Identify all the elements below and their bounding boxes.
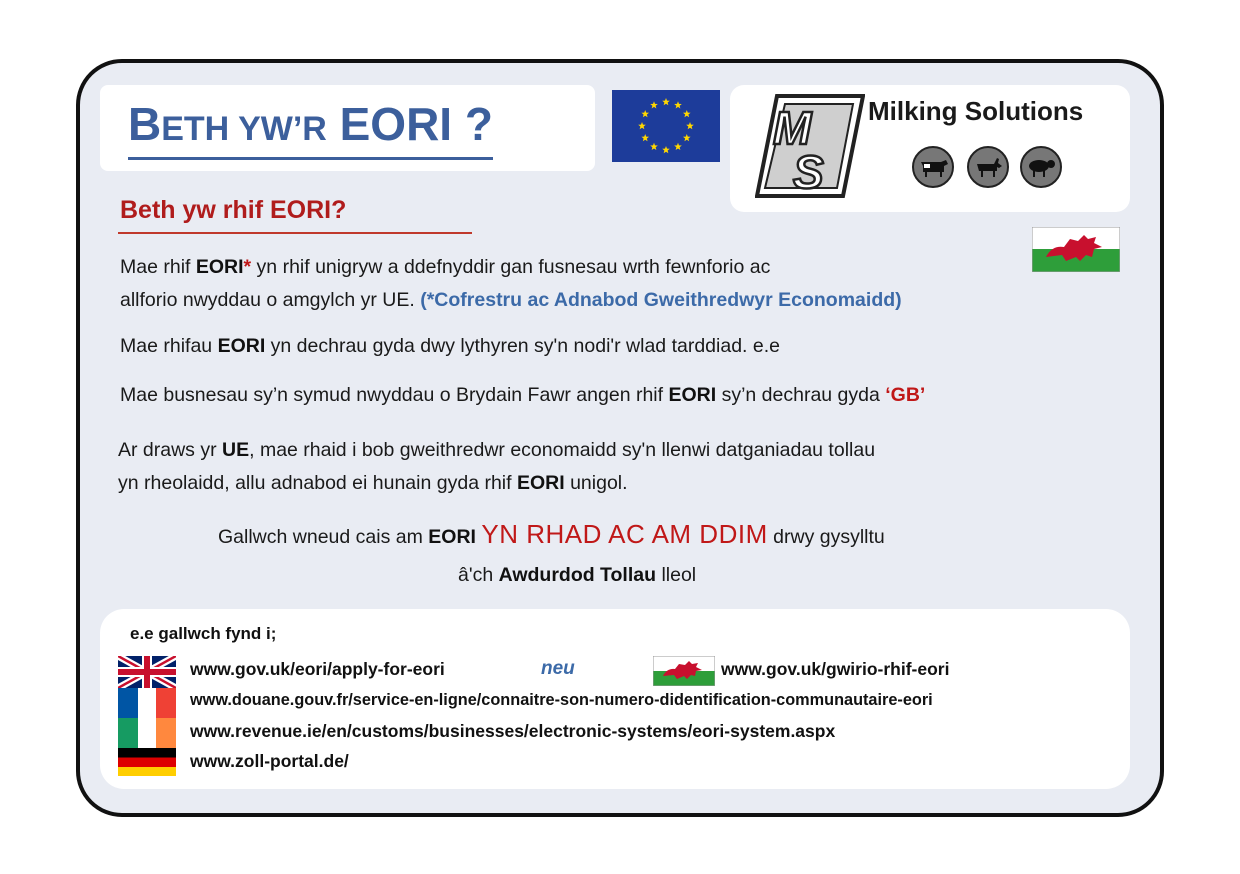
ms-logo-icon bbox=[755, 92, 865, 200]
paragraph-apply-free-line2: â'ch Awdurdod Tollau lleol bbox=[458, 564, 697, 586]
svg-text:S: S bbox=[793, 146, 824, 198]
uk-flag-icon bbox=[118, 656, 176, 688]
link-wales-check[interactable]: www.gov.uk/gwirio-rhif-eori bbox=[721, 659, 950, 679]
ireland-flag-icon bbox=[118, 718, 176, 748]
germany-flag-icon bbox=[118, 748, 176, 776]
or-label: neu bbox=[541, 658, 575, 679]
goat-icon bbox=[967, 146, 1009, 188]
page-title: BETH YW’R EORI ? bbox=[128, 98, 493, 160]
paragraph-eu-requirement-line2: yn rheolaidd, allu adnabod ei hunain gyda rhif EORI unigol. bbox=[118, 472, 628, 494]
link-ireland[interactable]: www.revenue.ie/en/customs/businesses/electronic-systems/eori-system.aspx bbox=[190, 721, 836, 741]
link-germany[interactable]: www.zoll-portal.de/ bbox=[190, 751, 349, 771]
link-france[interactable]: www.douane.gouv.fr/service-en-ligne/connaitre-son-numero-didentification-communautaire-eori bbox=[190, 691, 933, 709]
brand-name: Milking Solutions bbox=[868, 96, 1084, 126]
section-heading: Beth yw rhif EORI? bbox=[120, 196, 347, 224]
link-uk-apply[interactable]: www.gov.uk/eori/apply-for-eori bbox=[190, 659, 445, 679]
svg-text:M: M bbox=[773, 102, 812, 154]
wales-flag-icon bbox=[1032, 227, 1120, 272]
paragraph-country-letters: Mae rhifau EORI yn dechrau gyda dwy lythyren sy'n nodi'r wlad tarddiad. e.e bbox=[120, 335, 780, 357]
paragraph-eori-definition-line2: allforio nwyddau o amgylch yr UE. (*Cofrestru ac Adnabod Gweithredwyr Economaidd) bbox=[120, 289, 902, 311]
sheep-icon bbox=[1020, 146, 1062, 188]
eu-flag-icon bbox=[612, 90, 720, 162]
heading-underline bbox=[118, 232, 472, 234]
paragraph-apply-free: Gallwch wneud cais am EORI YN RHAD AC AM DDIM drwy gysylltu bbox=[218, 519, 885, 549]
paragraph-gb-prefix: Mae busnesau sy’n symud nwyddau o Brydain Fawr angen rhif EORI sy’n dechrau gyda ‘GB’ bbox=[120, 384, 926, 406]
links-intro: e.e gallwch fynd i; bbox=[130, 624, 277, 643]
france-flag-icon bbox=[118, 688, 176, 718]
wales-flag-small-icon bbox=[653, 656, 715, 686]
cow-icon bbox=[912, 146, 954, 188]
paragraph-eu-requirement: Ar draws yr UE, mae rhaid i bob gweithredwr economaidd sy'n llenwi datganiadau tollau bbox=[118, 439, 876, 461]
paragraph-eori-definition: Mae rhif EORI* yn rhif unigryw a ddefnyddir gan fusnesau wrth fewnforio ac bbox=[120, 256, 771, 278]
